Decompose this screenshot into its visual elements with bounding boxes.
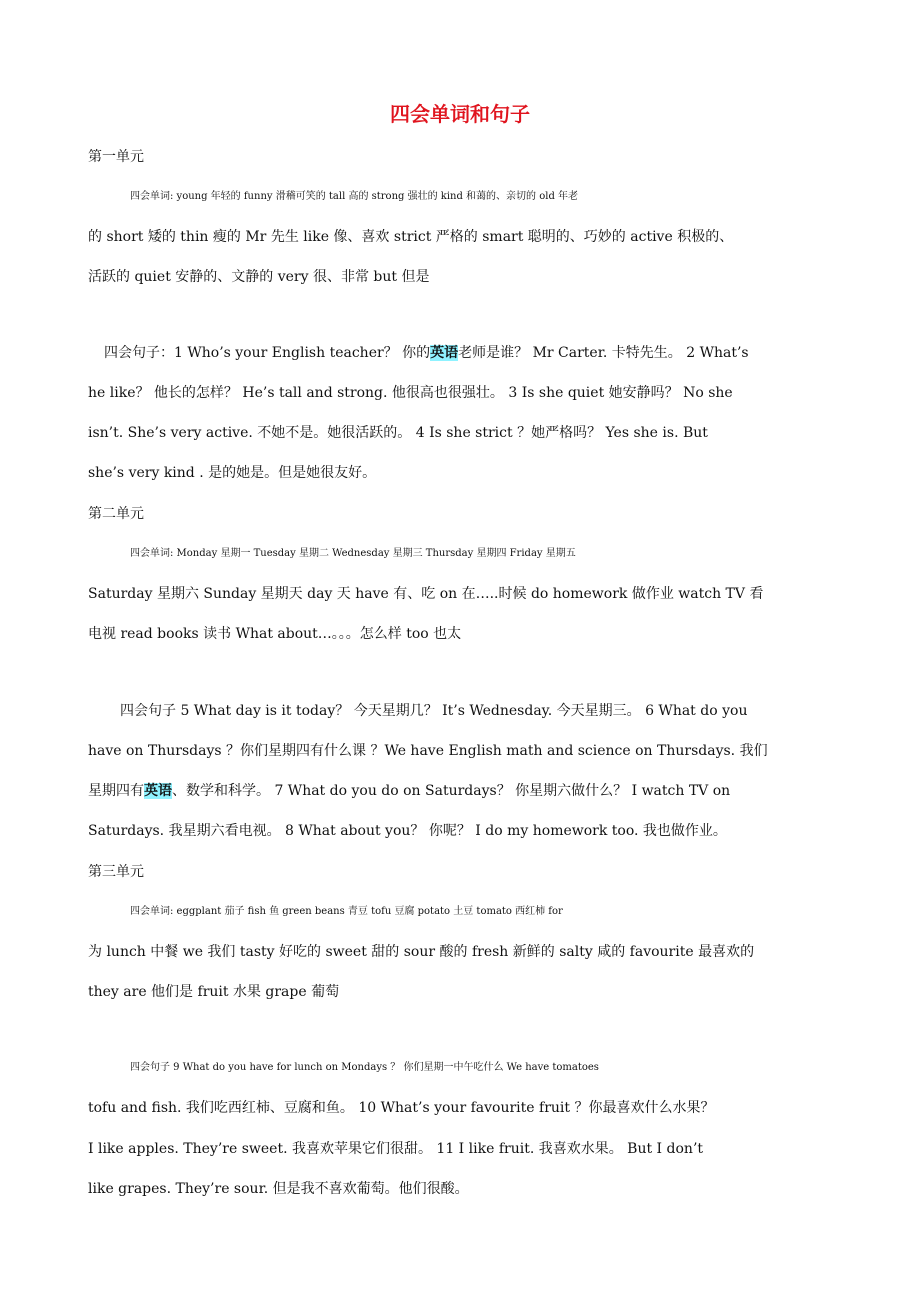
text-segment: 、数学和科学。 7 What do you do on Saturdays？ 你星期六做什么？ I watch TV on [172,783,731,799]
sentence-line: she’s very kind . 是的她是。但是她很友好。 [88,465,377,481]
sentence-line: I like apples. They’re sweet. 我喜欢苹果它们很甜。 11 I like fruit. 我喜欢水果。 But I don’t [88,1141,704,1157]
unit-heading: 第三单元 [88,864,144,880]
sentence-line: Saturdays. 我星期六看电视。 8 What about you？ 你呢？ I do my homework too. 我也做作业。 [88,823,727,839]
sentence-line: 四会句子 9 What do you have for lunch on Mondays ？ 你们星期一中午吃什么 We have tomatoes [130,1062,599,1073]
vocab-line: they are 他们是 fruit 水果 grape 葡萄 [88,984,340,1000]
sentence-line: isn’t. She’s very active. 不她不是。她很活跃的。 4 Is she strict ？她严格吗？ Yes she is. But [88,425,708,441]
vocab-line: 电视 read books 读书 What about…。。。怎么样 too 也太 [88,626,462,642]
sentence-line: he like？ 他长的怎样？ He’s tall and strong. 他很高也很强壮。 3 Is she quiet 她安静吗？ No she [88,385,733,401]
sentence-line: 四会句子 5 What day is it today？ 今天星期几？ It’s Wednesday. 今天星期三。 6 What do you [120,703,748,719]
vocab-line: 四会单词: eggplant 茄子 fish 鱼 green beans 青豆 tofu 豆腐 potato 土豆 tomato 西红柿 for [130,906,563,917]
sentence-line [88,781,878,801]
vocab-line: 活跃的 quiet 安静的、文静的 very 很、非常 but 但是 [88,269,430,285]
vocab-line: 为 lunch 中餐 we 我们 tasty 好吃的 sweet 甜的 sour 酸的 fresh 新鲜的 salty 咸的 favourite 最喜欢的 [88,944,755,960]
highlighted-word: 英语 [144,783,172,799]
unit-heading: 第二单元 [88,506,144,522]
highlighted-word: 英语 [430,345,459,361]
sentence-line: like grapes. They’re sour. 但是我不喜欢葡萄。他们很酸。 [88,1181,469,1197]
sentence-line [88,343,894,363]
document-title: 四会单词和句子 [390,102,530,126]
text-segment: 四会句子：1 Who’s your English teacher？ 你的 [104,345,431,361]
vocab-line: 四会单词: young 年轻的 funny 滑稽可笑的 tall 高的 strong 强壮的 kind 和蔼的、亲切的 old 年老 [130,191,579,202]
unit-heading: 第一单元 [88,149,144,165]
vocab-line: Saturday 星期六 Sunday 星期天 day 天 have 有、吃 on 在…..时候 do homework 做作业 watch TV 看 [88,586,764,602]
sentence-line: have on Thursdays ？你们星期四有什么课 ？We have English math and science on Thursdays. 我们 [88,743,768,759]
text-segment: 老师是谁？ Mr Carter. 卡特先生。 2 What’s [458,345,749,361]
sentence-line: tofu and fish. 我们吃西红柿、豆腐和鱼。 10 What’s your favourite fruit ？你最喜欢什么水果？ [88,1100,715,1116]
vocab-line: 四会单词: Monday 星期一 Tuesday 星期二 Wednesday 星期三 Thursday 星期四 Friday 星期五 [130,548,576,559]
text-segment: 星期四有 [88,783,144,799]
vocab-line: 的 short 矮的 thin 瘦的 Mr 先生 like 像、喜欢 strict 严格的 smart 聪明的、巧妙的 active 积极的、 [88,229,734,245]
